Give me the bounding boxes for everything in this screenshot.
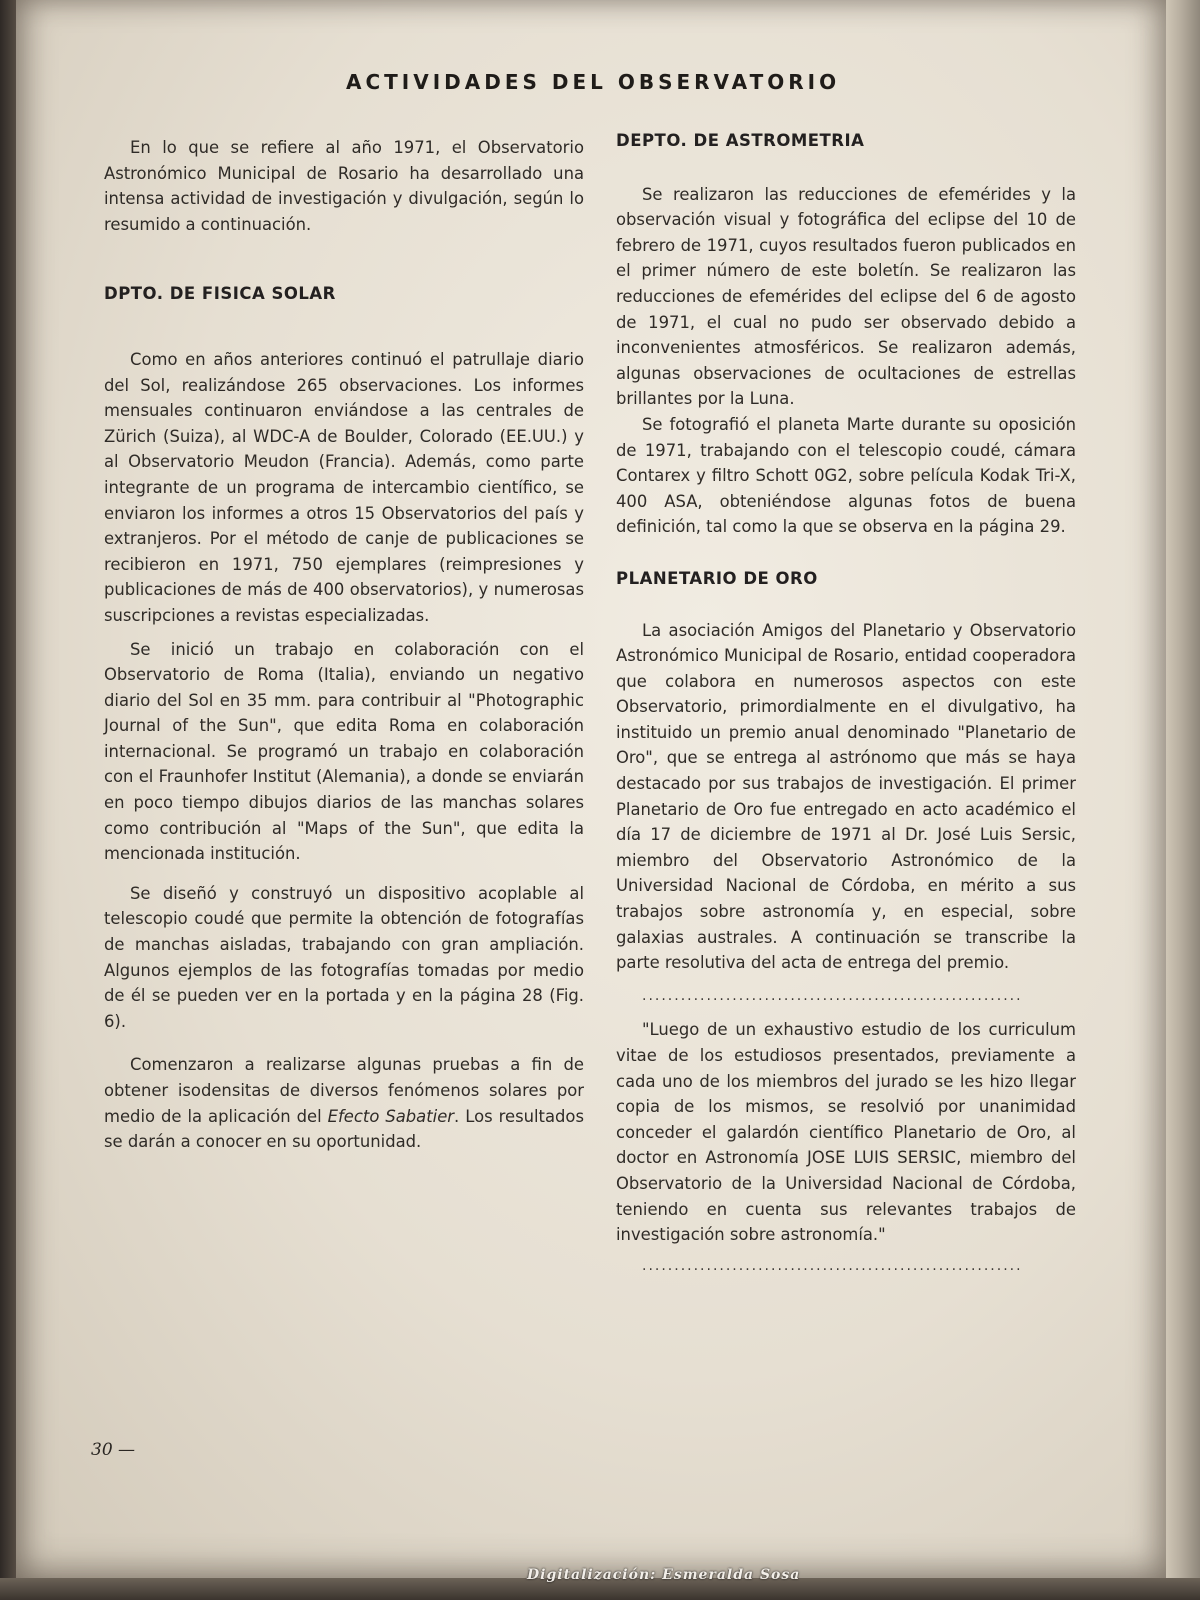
ellipsis-separator-bottom: ...........................................................: [642, 1257, 1023, 1274]
ellipsis-separator-top: ...........................................................: [642, 987, 1023, 1004]
paragraph-4-text-start: Comenzaron a realizarse algunas pruebas a fin de obtener isodensitas de diversos fenómenos solares por medio de la aplicación del: [104, 1055, 584, 1126]
page-right-edge: [1166, 0, 1200, 1600]
efecto-sabatier-text: Efecto Sabatier: [327, 1106, 455, 1126]
section-heading-planetario: PLANETARIO DE ORO: [616, 568, 818, 588]
astrometria-paragraph-2: Se fotografió el planeta Marte durante su oposición de 1971, trabajando con el telescopio coudé, cámara Contarex y filtro Schott 0G2, sobre película Kodak Tri-X, 400 ASA, obteniéndose algunas fotos de buena definición, tal como la que se observa en la página 29.: [616, 414, 1076, 537]
page-title: ACTIVIDADES DEL OBSERVATORIO: [346, 70, 841, 94]
fisica-solar-paragraph-2: Se inició un trabajo en colaboración con el Observatorio de Roma (Italia), enviando un negativo diario del Sol en 35 mm. para contribuir al "Photographic Journal of the Sun", que edita Roma en colaboración internacional. Se programó un trabajo en colaboración con el Fraunhofer Institut (Alemania), a donde se enviarán en poco tiempo dibujos diarios de las manchas solares como contribución al "Maps of the Sun", que edita la mencionada institución.: [104, 639, 584, 864]
fisica-solar-paragraph-3: Se diseñó y construyó un dispositivo acoplable al telescopio coudé que permite la obtención de fotografías de manchas aisladas, trabajando con gran ampliación. Algunos ejemplos de las fotografías tomadas por medio de él se pueden ver en la portada y en la página 28 (Fig. 6).: [104, 883, 584, 1031]
document-page: [16, 0, 1166, 1585]
section-heading-fisica-solar: DPTO. DE FISICA SOLAR: [104, 284, 336, 304]
astrometria-paragraph-1: Se realizaron las reducciones de efemérides y la observación visual y fotográfica del eclipse del 10 de febrero de 1971, cuyos resultados fueron publicados en el primer número de este boletín. Se realizaron las reducciones de efemérides del eclipse del 6 de agosto de 1971, el cual no pudo ser observado debido a inconvenientes atmosféricos. Se realizaron además, algunas observaciones de ocultaciones de estrellas brillantes por la Luna.: [616, 184, 1076, 409]
jury-quote: "Luego de un exhaustivo estudio de los curriculum vitae de los estudiosos presentados, previamente a cada uno de los miembros del jurado se les hizo llegar copia de los mismos, se resolvió por unanimidad conceder el galardón científico Planetario de Oro, al doctor en Astronomía JOSE LUIS SERSIC, miembro del Observatorio de la Universidad Nacional de Córdoba, teniendo en cuenta sus relevantes trabajos de investigación sobre astronomía.": [616, 1020, 1076, 1245]
digitization-credit: Digitalización: Esmeralda Sosa: [527, 1567, 801, 1583]
section-heading-astrometria: DEPTO. DE ASTROMETRIA: [616, 131, 865, 150]
right-column: [616, 128, 1076, 1279]
page-number: 30 —: [91, 1440, 136, 1460]
planetario-paragraph: La asociación Amigos del Planetario y Observatorio Astronómico Municipal de Rosario, entidad cooperadora que colabora en numerosos aspectos con este Observatorio, primordialmente en el divulgativo, ha instituido un premio anual denominado "Planetario de Oro", que se entrega al astrónomo que más se haya destacado por sus trabajos de investigación. El primer Planetario de Oro fue entregado en acto académico el día 17 de diciembre de 1971 al Dr. José Luis Sersic, miembro del Observatorio Astronómico de la Universidad Nacional de Córdoba, en mérito a sus trabajos sobre astronomía y, en especial, sobre galaxias australes. A continuación se transcribe la parte resolutiva del acta de entrega del premio.: [616, 620, 1076, 973]
paragraph-4-text-end: . Los resultados se darán a conocer en su oportunidad.: [104, 1106, 584, 1152]
intro-paragraph: En lo que se refiere al año 1971, el Observatorio Astronómico Municipal de Rosario ha desarrollado una intensa actividad de investigación y divulgación, según lo resumido a continuación.: [104, 138, 584, 234]
left-column: [104, 135, 584, 1155]
fisica-solar-paragraph-1: Como en años anteriores continuó el patrullaje diario del Sol, realizándose 265 observaciones. Los informes mensuales continuaron enviándose a las centrales de Zürich (Suiza), al WDC-A de Boulder, Colorado (EE.UU.) y al Observatorio Meudon (Francia). Además, como parte integrante de un programa de intercambio científico, se enviaron los informes a otros 15 Observatorios del país y extranjeros. Por el método de canje de publicaciones se recibieron en 1971, 750 ejemplares (reimpresiones y publicaciones de más de 400 observatorios), y numerosas suscripciones a revistas especializadas.: [104, 349, 584, 625]
fisica-solar-paragraph-4: [104, 1052, 584, 1154]
